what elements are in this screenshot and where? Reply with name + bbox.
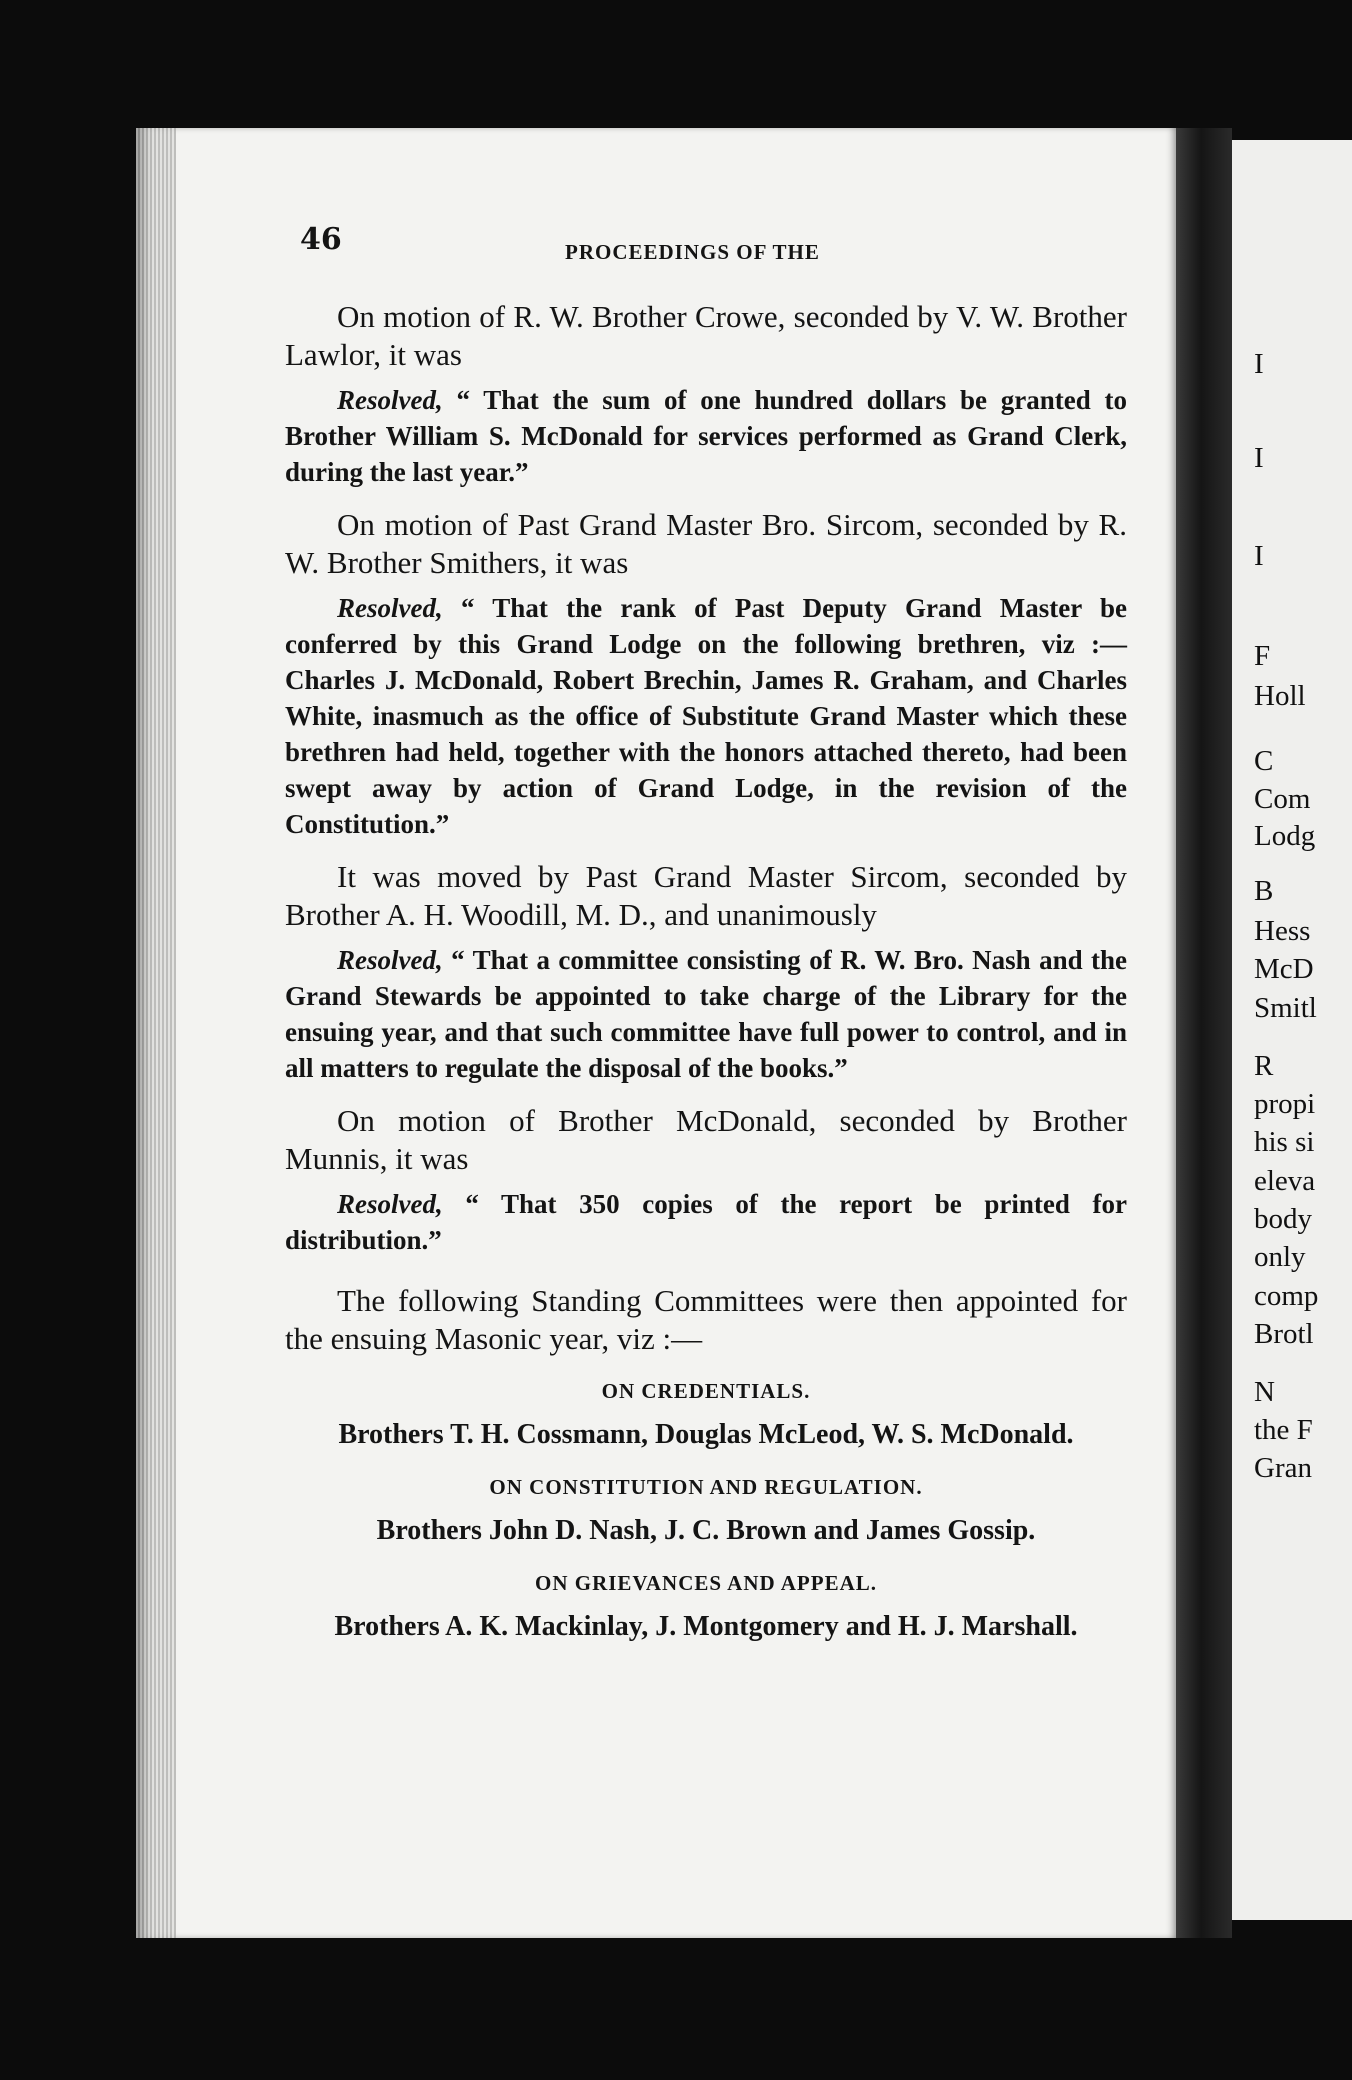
page-edge	[136, 128, 176, 1938]
facing-page-text: F	[1254, 640, 1271, 672]
resolved-label: Resolved,	[337, 1189, 443, 1219]
resolved-label: Resolved,	[337, 945, 443, 975]
motion-paragraph: It was moved by Past Grand Master Sircom, seconded by Brother A. H. Woodill, M. D., and unanimously	[285, 859, 1127, 932]
running-head: PROCEEDINGS OF THE	[565, 240, 820, 264]
facing-page-text: N	[1254, 1376, 1275, 1408]
committee-members: Brothers T. H. Cossmann, Douglas McLeod, W. S. McDonald.	[338, 1419, 1074, 1450]
motion-paragraph: On motion of R. W. Brother Crowe, seconded by V. W. Brother Lawlor, it was	[285, 299, 1127, 372]
facing-page-text: I	[1254, 348, 1264, 380]
facing-page-text: McD	[1254, 953, 1314, 985]
committee-heading: ON GRIEVANCES AND APPEAL.	[535, 1571, 877, 1595]
facing-page-text: Com	[1254, 783, 1311, 815]
facing-page-text: Gran	[1254, 1452, 1312, 1484]
resolution-text: “ That 350 copies of the report be printed for distribution.”	[285, 1189, 1128, 1255]
resolution-text: “ That the rank of Past Deputy Grand Master be conferred by this Grand Lodge on the following brethren, viz :— Charles J. McDonald, Robert Brechin, James R. Graham, and Charles White, inasmuch as the office of Substitute Grand Master which these brethren had held, together with the honors attached thereto, had been swept away by action of Grand Lodge, in the revision of the Constitution.”	[285, 593, 1127, 839]
facing-page-text: eleva	[1254, 1165, 1316, 1197]
facing-page-text: comp	[1254, 1280, 1319, 1312]
facing-page-text: only	[1254, 1241, 1306, 1273]
committee-members: Brothers John D. Nash, J. C. Brown and James Gossip.	[376, 1515, 1036, 1546]
resolution-text: “ That the sum of one hundred dollars be granted to Brother William S. McDonald for services performed as Grand Clerk, during the last year.”	[285, 385, 1127, 487]
facing-page-text: propi	[1254, 1088, 1316, 1120]
resolution-paragraph	[285, 942, 1127, 1086]
book-gutter	[1176, 128, 1232, 1938]
facing-page-text: Hess	[1254, 915, 1311, 947]
resolution-text: “ That a committee consisting of R. W. Bro. Nash and the Grand Stewards be appointed to take charge of the Library for the ensuing year, and that such committee have full power to control, and in all matters to regulate the disposal of the books.”	[285, 945, 1128, 1083]
facing-page-text: Smitl	[1254, 992, 1317, 1024]
resolution-paragraph	[285, 382, 1127, 490]
motion-paragraph: On motion of Past Grand Master Bro. Sircom, seconded by R. W. Brother Smithers, it was	[285, 507, 1127, 580]
committee-members: Brothers A. K. Mackinlay, J. Montgomery and H. J. Marshall.	[334, 1611, 1078, 1642]
facing-page-text: C	[1254, 745, 1274, 777]
committee-section	[285, 1468, 1127, 1550]
facing-page-text: his si	[1254, 1126, 1315, 1158]
committee-section	[285, 1564, 1127, 1646]
facing-page-text: Lodg	[1254, 820, 1316, 852]
resolution-paragraph	[285, 1186, 1127, 1258]
committee-section	[285, 1372, 1127, 1454]
resolved-label: Resolved,	[337, 593, 443, 623]
facing-page-text: body	[1254, 1203, 1312, 1235]
facing-page-text: the F	[1254, 1414, 1313, 1446]
committee-heading: ON CONSTITUTION AND REGULATION.	[489, 1475, 923, 1499]
facing-page-text: B	[1254, 875, 1274, 907]
resolved-label: Resolved,	[337, 385, 443, 415]
facing-page-text: I	[1254, 442, 1264, 474]
facing-page-text: Brotl	[1254, 1318, 1314, 1350]
facing-page-fragment	[1232, 140, 1352, 1920]
page-number: 46	[300, 222, 342, 257]
committee-heading: ON CREDENTIALS.	[601, 1379, 811, 1403]
committees-intro: The following Standing Committees were then appointed for the ensuing Masonic year, viz :—	[285, 1283, 1127, 1356]
page-body	[285, 298, 1127, 1646]
resolution-paragraph	[285, 590, 1127, 842]
facing-page-text: Holl	[1254, 680, 1306, 712]
motion-paragraph: On motion of Brother McDonald, seconded by Brother Munnis, it was	[285, 1103, 1127, 1176]
facing-page-text: R	[1254, 1050, 1274, 1082]
facing-page-text: I	[1254, 540, 1264, 572]
